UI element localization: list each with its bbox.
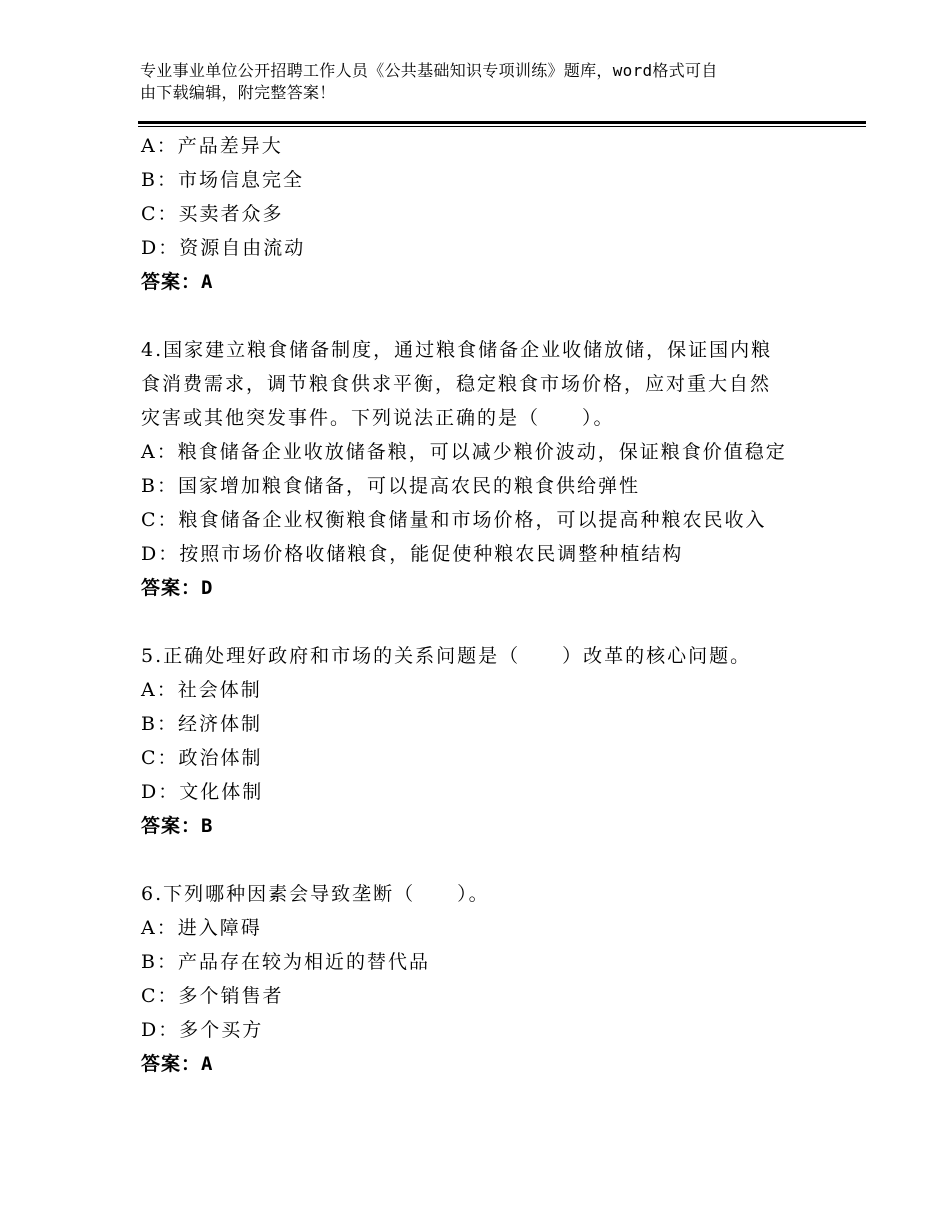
question-stem-line: 5.正确处理好政府和市场的关系问题是（ ）改革的核心问题。: [141, 645, 752, 667]
option-d: D：文化体制: [141, 781, 264, 803]
question-6: [141, 877, 841, 1081]
spacer: [141, 843, 841, 877]
header-line-1: 专业事业单位公开招聘工作人员《公共基础知识专项训练》题库，word格式可自: [140, 61, 718, 80]
question-stem-line: 灾害或其他突发事件。下列说法正确的是（ ）。: [141, 407, 615, 429]
spacer: [141, 299, 841, 333]
question-4: [141, 333, 841, 605]
header-rule-thin: [138, 126, 866, 127]
option-c: C：多个销售者: [141, 985, 284, 1007]
answer-label: 答案：B: [141, 815, 214, 837]
header-rule-thick: [138, 121, 866, 124]
question-3: [141, 129, 841, 299]
option-d: D：多个买方: [141, 1019, 264, 1041]
question-stem-line: 食消费需求，调节粮食供求平衡，稳定粮食市场价格，应对重大自然: [141, 373, 772, 395]
spacer: [141, 605, 841, 639]
question-content: [141, 129, 841, 1081]
option-c: C：政治体制: [141, 747, 263, 769]
option-b: B：产品存在较为相近的替代品: [141, 951, 430, 973]
option-d: D：按照市场价格收储粮食，能促使种粮农民调整种植结构: [141, 543, 684, 565]
header-line-2: 由下载编辑，附完整答案！: [140, 83, 336, 102]
option-b: B：市场信息完全: [141, 169, 304, 191]
question-5: [141, 639, 841, 843]
answer-label: 答案：A: [141, 1053, 214, 1075]
option-a: A：粮食储备企业收放储备粮，可以减少粮价波动，保证粮食价值稳定: [141, 441, 787, 463]
option-a: A：进入障碍: [141, 917, 262, 939]
option-b: B：经济体制: [141, 713, 262, 735]
question-stem-line: 6.下列哪种因素会导致垄断（ ）。: [141, 883, 490, 905]
option-a: A：社会体制: [141, 679, 262, 701]
option-d: D：资源自由流动: [141, 237, 306, 259]
option-c: C：买卖者众多: [141, 203, 284, 225]
option-c: C：粮食储备企业权衡粮食储量和市场价格，可以提高种粮农民收入: [141, 509, 767, 531]
page-header: [140, 60, 820, 104]
answer-label: 答案：D: [141, 577, 214, 599]
option-b: B：国家增加粮食储备，可以提高农民的粮食供给弹性: [141, 475, 640, 497]
question-stem-line: 4.国家建立粮食储备制度，通过粮食储备企业收储放储，保证国内粮: [141, 339, 773, 361]
answer-label: 答案：A: [141, 271, 214, 293]
option-a: A：产品差异大: [141, 135, 283, 157]
